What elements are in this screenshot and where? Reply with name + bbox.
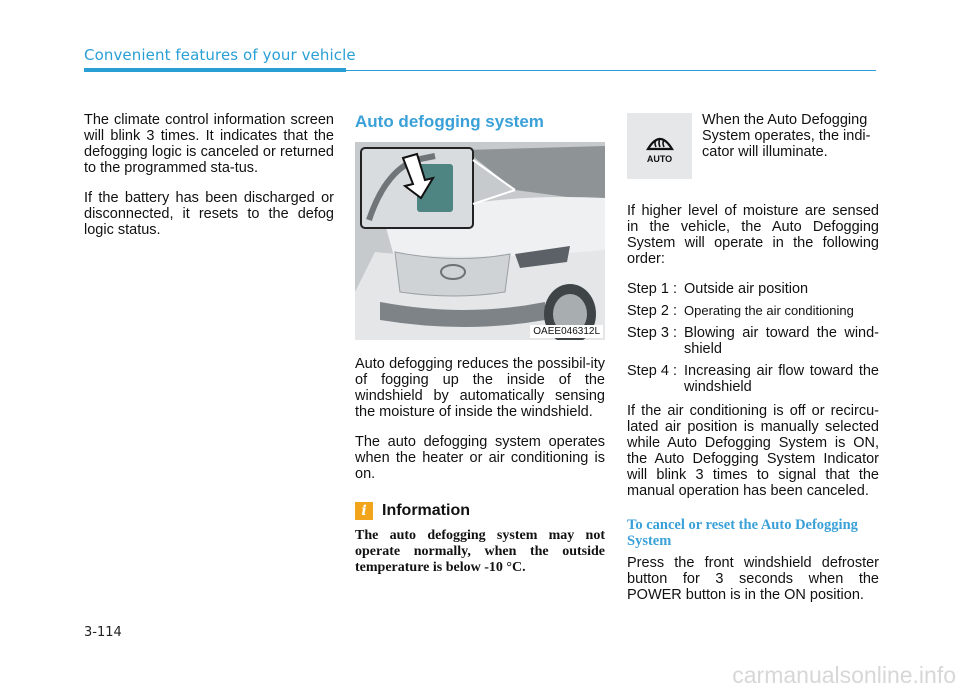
paragraph: Auto defogging reduces the possibil-ity of fogging up the inside of the windshield by automatically sensing the moisture of inside the windshield. (355, 356, 605, 420)
paragraph: Press the front windshield defroster button for 3 seconds when the POWER button is in the ON position. (627, 555, 879, 603)
step-label: Step 2 : (627, 303, 682, 319)
information-header (355, 502, 605, 520)
step-item (627, 303, 879, 319)
column-right (627, 112, 879, 617)
information-title: Information (382, 502, 470, 519)
information-text: The auto defogging system may not operate normally, when the outside temperature is below -10 °C. (355, 528, 605, 575)
step-label: Step 3 : (627, 325, 682, 341)
car-front-drawing (355, 142, 605, 340)
step-label: Step 4 : (627, 363, 682, 379)
auto-label: AUTO (646, 153, 673, 164)
auto-defog-icon (627, 113, 692, 179)
windshield-defrost-icon (645, 129, 675, 153)
watermark: carmanualsonline.info (732, 662, 956, 688)
column-middle (355, 112, 605, 576)
step-label: Step 1 : (627, 281, 682, 297)
figure-code: OAEE046312L (530, 325, 603, 338)
step-item (627, 363, 879, 395)
step-text: Outside air position (684, 281, 809, 297)
steps-list (627, 281, 879, 395)
paragraph: If the air conditioning is off or recircu-lated air position is manually selected while Auto Defogging System is ON, the Auto Defogging System Indicator will blink 3 times to signal that the manual operation has been canceled. (627, 403, 879, 499)
step-item (627, 325, 879, 357)
subheading: To cancel or reset the Auto Defogging System (627, 517, 858, 549)
paragraph: The auto defogging system operates when the heater or air conditioning is on. (355, 434, 605, 482)
paragraph: If the battery has been discharged or disconnected, it resets to the defog logic status. (84, 190, 334, 238)
page-number: 3-114 (84, 625, 122, 640)
step-text: Increasing air flow toward the windshield (684, 363, 879, 395)
paragraph: The climate control information screen will blink 3 times. It indicates that the defogging logic is canceled or returned to the programmed sta-tus. (84, 112, 334, 176)
step-text: Blowing air toward the wind-shield (684, 325, 879, 357)
paragraph: If higher level of moisture are sensed in the vehicle, the Auto Defogging System will operate in the following order: (627, 203, 879, 267)
step-item (627, 281, 879, 297)
paragraph: When the Auto Defogging System operates, the indi-cator will illuminate. (702, 112, 871, 160)
section-title: Auto defogging system (355, 112, 544, 131)
step-text: Operating the air conditioning (684, 303, 854, 318)
auto-indicator-row (627, 112, 879, 179)
section-header: Convenient features of your vehicle (84, 46, 356, 64)
car-illustration (355, 142, 605, 340)
column-left (84, 112, 334, 252)
header-rule (346, 70, 876, 71)
info-icon: i (355, 502, 373, 520)
header-accent-bar (84, 68, 346, 72)
